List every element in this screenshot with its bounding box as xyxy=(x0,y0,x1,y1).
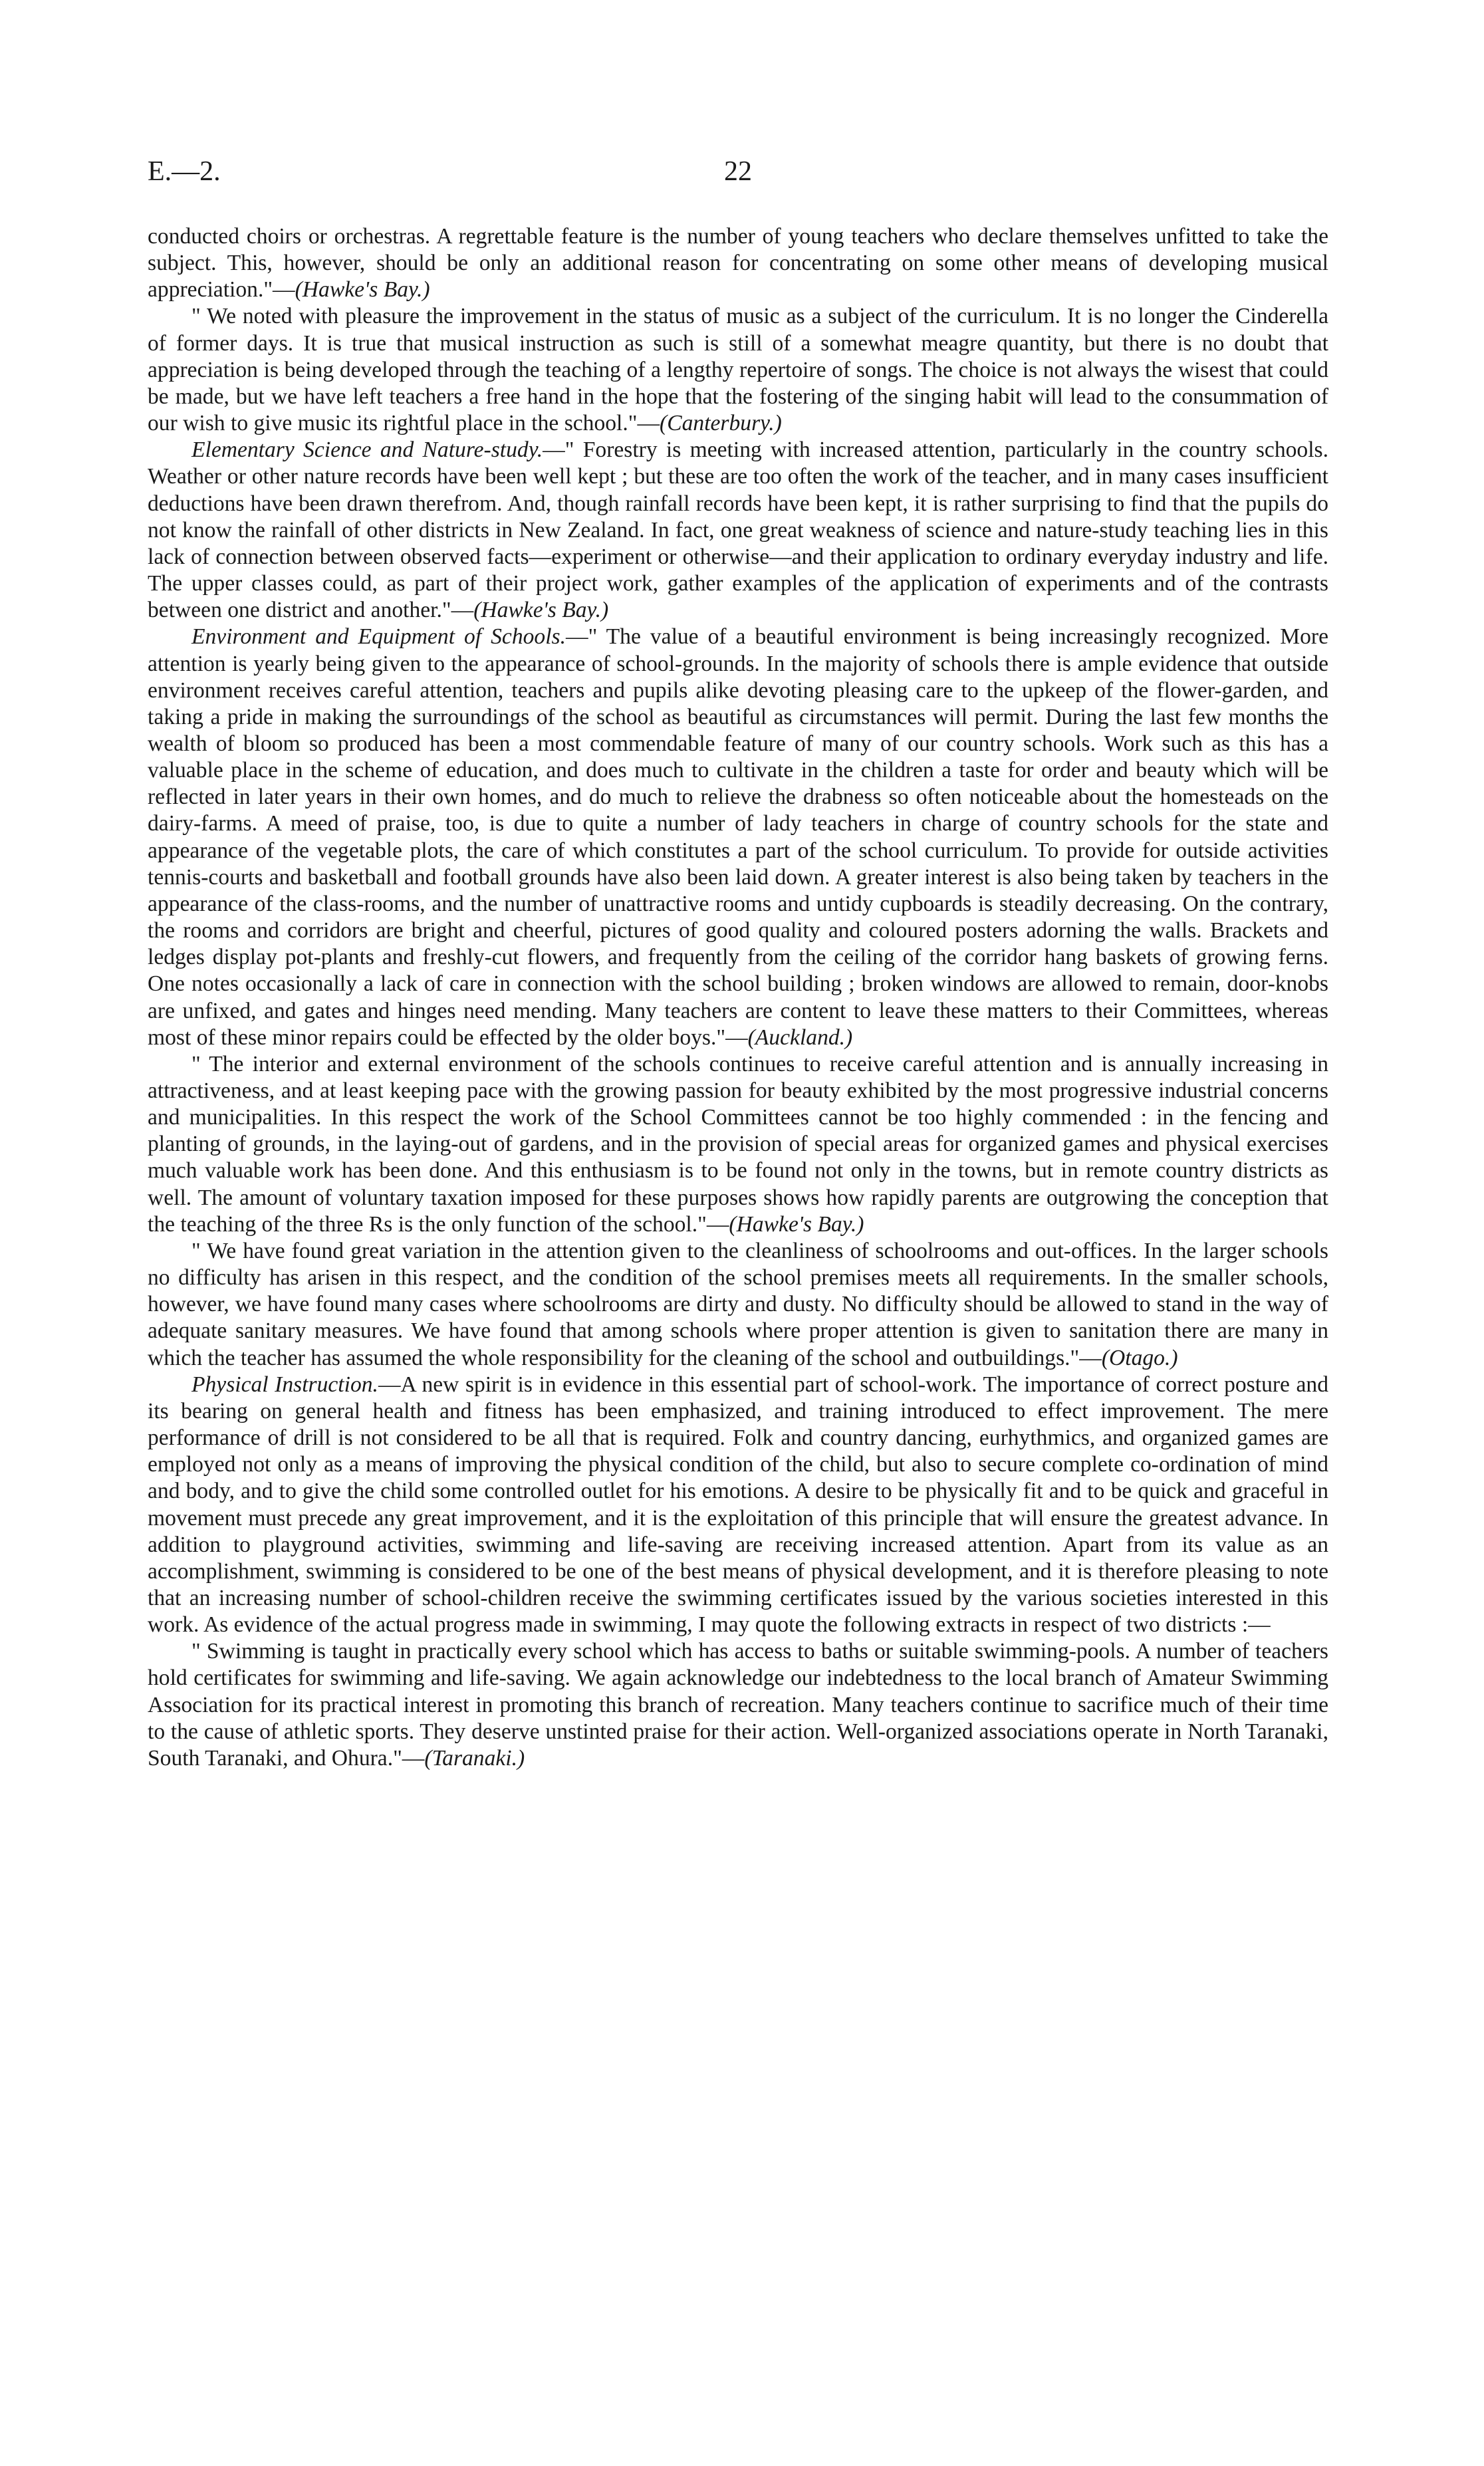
paragraph-text: " We noted with pleasure the improvement in the status of music as a subject of the curriculum. It is no longer the Cinderella of former days. It is true that musical instruction as such is still of a somewhat meagre quantity, but there is no doubt that appreciation is being developed through the teaching of a lengthy repertoire of songs. The choice is not always the wisest that could be made, but we have left teachers a free hand in the hope that the fostering of the singing habit will lead to the consummation of our wish to give music its rightful place in the school."— xyxy=(148,304,1328,436)
paragraph-environment-hawkes-bay xyxy=(148,1051,1328,1238)
paragraph-source: (Taranaki.) xyxy=(424,1745,525,1771)
paragraph-science-nature-study xyxy=(148,437,1328,624)
paragraph-text: " We have found great variation in the attention given to the cleanliness of schoolrooms and out-offices. In the larger schools no difficulty has arisen in this respect, and the condition of the school premises meets all requirements. In the smaller schools, however, we have found many cases where schoolrooms are dirty and dusty. No difficulty should be allowed to stand in the way of adequate sanitary measures. We have found that among schools where proper attention is given to sanitation there are many in which the teacher has assumed the whole responsibility for the cleaning of the school and outbuildings."— xyxy=(148,1238,1328,1370)
paragraph-text: —" The value of a beautiful environment is being increasingly recognized. More attention is yearly being given to the appearance of school-grounds. In the majority of schools there is ample evidence that outside environment receives careful attention, teachers and pupils alike devoting pleasing care to the upkeep of the flower-garden, and taking a pride in making the surroundings of the school as beautiful as circumstances will permit. During the last few months the wealth of bloom so produced has been a most commendable feature of many of our country schools. Work such as this has a valuable place in the scheme of education, and does much to cultivate in the children a taste for order and beauty which will be reflected in later years in their own homes, and do much to relieve the drabness so often noticeable about the homesteads on the dairy-farms. A meed of praise, too, is due to quite a number of lady teachers in charge of country schools for the state and appearance of the vegetable plots, the care of which constitutes a part of the school curriculum. To provide for outside activities tennis-courts and basketball and football grounds have also been laid down. A greater interest is also being taken by teachers in the appearance of the class-rooms, and the number of unattractive rooms and untidy cupboards is steadily decreasing. On the contrary, the rooms and corridors are bright and cheerful, pictures of good quality and coloured posters adorning the walls. Brackets and ledges display pot-plants and freshly-cut flowers, and frequently from the ceiling of the corridor hang baskets of growing ferns. One notes occasionally a lack of care in connection with the school building ; broken windows are allowed to remain, door-knobs are unfixed, and gates and hinges need mending. Many teachers are content to leave these matters to their Committees, whereas most of these minor repairs could be effected by the older boys."— xyxy=(148,624,1328,1050)
paragraph-source: (Otago.) xyxy=(1101,1345,1178,1370)
paragraph-swimming-taranaki xyxy=(148,1638,1328,1772)
paragraph-physical-instruction xyxy=(148,1372,1328,1639)
paragraph-source: (Hawke's Bay.) xyxy=(473,598,609,623)
page-number: 22 xyxy=(724,156,752,187)
paragraph-environment-auckland xyxy=(148,624,1328,1051)
paragraph-text: —A new spirit is in evidence in this essential part of school-work. The importance of correct posture and its bearing on general health and fitness has been emphasized, and training introduced to effect improvement. The mere performance of drill is not considered to be all that is required. Folk and country dancing, eurhythmics, and organized games are employed not only as a means of improving the physical condition of the child, but also to secure complete co-ordination of mind and body, and to give the child some controlled outlet for his emotions. A desire to be physically fit and to be quick and graceful in movement must precede any great improvement, and it is the exploitation of this principle that will ensure the greatest advance. In addition to playground activities, swimming and life-saving are receiving increased attention. Apart from its value as an accomplishment, swimming is considered to be one of the best means of physical development, and it is therefore pleasing to note that an increasing number of school-children receive the swimming certificates issued by the various societies interested in this work. As evidence of the actual progress made in swimming, I may quote the following extracts in respect of two districts :— xyxy=(148,1372,1328,1638)
paragraph-text: conducted choirs or orchestras. A regrettable feature is the number of young teachers who declare themselves unfitted to take the subject. This, however, should be only an additional reason for concentrating on some other means of developing musical appreciation."— xyxy=(148,224,1328,303)
paragraph-source: (Hawke's Bay.) xyxy=(729,1211,864,1237)
paragraph-text: " The interior and external environment of the schools continues to receive careful attention and is annually increasing in attractiveness, and at least keeping pace with the growing passion for beauty exhibited by the most progressive industrial concerns and municipalities. In this respect the work of the School Committees cannot be too highly commended : in the fencing and planting of grounds, in the laying-out of gardens, and in the provision of special areas for organized games and physical exercises much valuable work has been done. And this enthusiasm is to be found not only in the towns, but in remote country districts as well. The amount of voluntary taxation imposed for these purposes shows how rapidly parents are outgrowing the conception that the teaching of the three Rs is the only function of the school."— xyxy=(148,1051,1328,1237)
paragraph-source: (Canterbury.) xyxy=(660,411,782,436)
paragraph-music-hawkes-bay xyxy=(148,223,1328,303)
section-heading: Elementary Science and Nature-study. xyxy=(191,437,543,463)
body-text xyxy=(148,223,1328,1772)
page-header xyxy=(148,152,1328,191)
section-heading: Physical Instruction. xyxy=(191,1372,378,1397)
paragraph-cleanliness-otago xyxy=(148,1238,1328,1372)
paragraph-text: —" Forestry is meeting with increased attention, particularly in the country schools. Weather or other nature records have been well kept ; but these are too often the work of the teacher, and in many cases insufficient deductions have been drawn therefrom. And, though rainfall records have been kept, it is rather surprising to find that the pupils do not know the rainfall of other districts in New Zealand. In fact, one great weakness of science and nature-study teaching lies in this lack of connection between observed facts—experiment or otherwise—and their application to ordinary everyday industry and life. The upper classes could, as part of their project work, gather examples of the application of experiments and of the contrasts between one district and another."— xyxy=(148,437,1328,623)
paragraph-music-canterbury xyxy=(148,303,1328,437)
report-reference: E.—2. xyxy=(148,156,221,187)
paragraph-source: (Auckland.) xyxy=(747,1025,853,1050)
section-heading: Environment and Equipment of Schools. xyxy=(191,624,566,650)
paragraph-text: " Swimming is taught in practically every school which has access to baths or suitable swimming-pools. A number of teachers hold certificates for swimming and life-saving. We again acknowledge our indebtedness to the local branch of Amateur Swimming Association for its practical interest in promoting this branch of recreation. Many teachers continue to sacrifice much of their time to the cause of athletic sports. They deserve unstinted praise for their action. Well-organized associations operate in North Taranaki, South Taranaki, and Ohura."— xyxy=(148,1639,1328,1771)
paragraph-source: (Hawke's Bay.) xyxy=(295,277,430,303)
